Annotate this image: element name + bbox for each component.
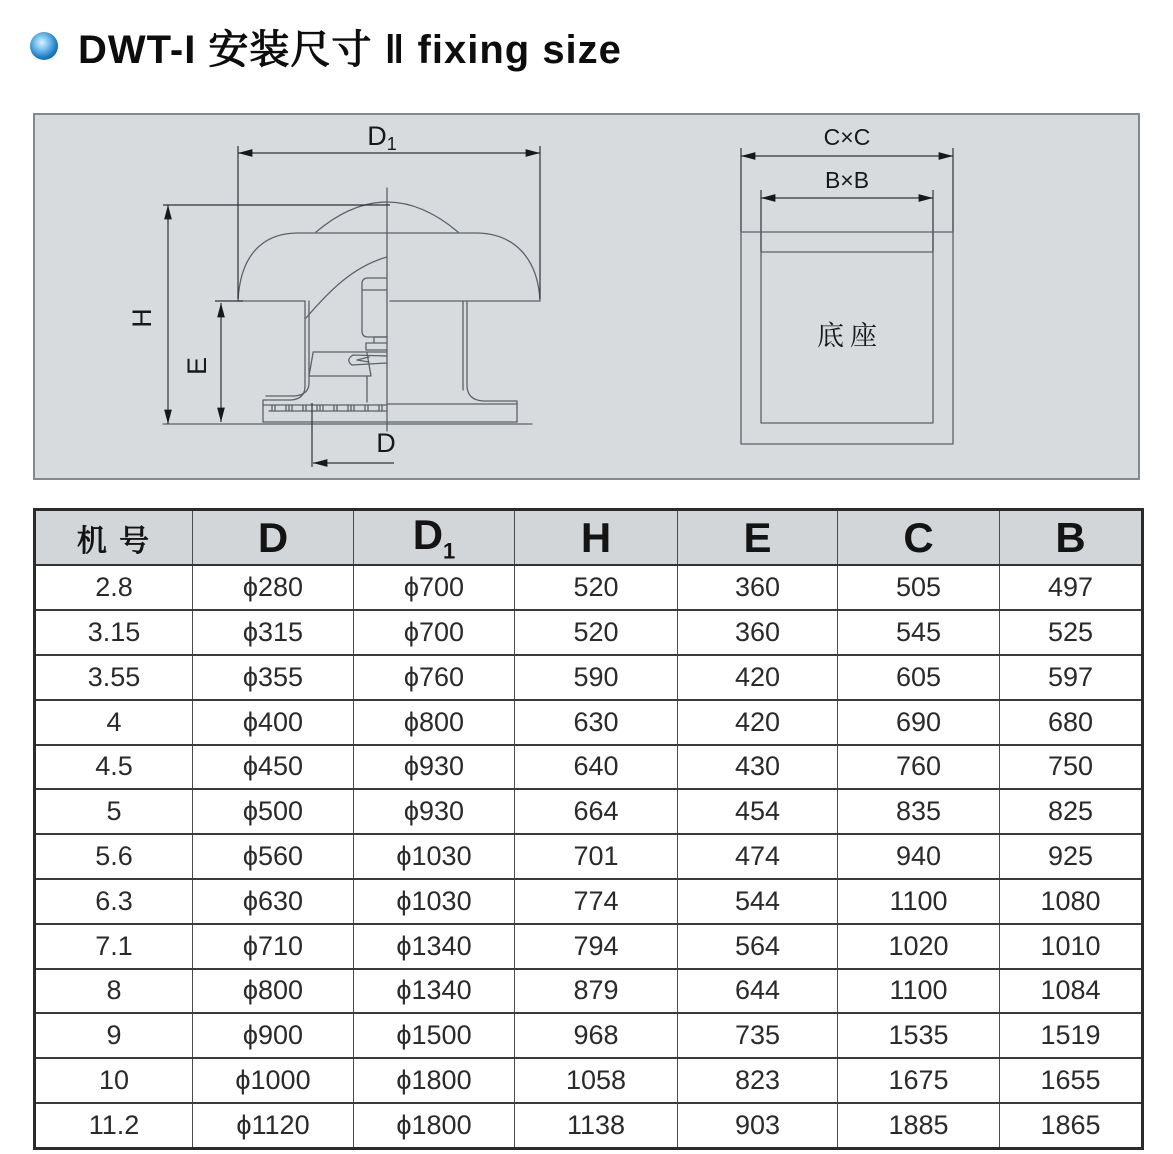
diagram-panel xyxy=(33,113,1140,480)
table-cell: 825 xyxy=(1000,789,1143,834)
table-cell: ϕ800 xyxy=(193,969,354,1014)
table-cell: 10 xyxy=(35,1058,193,1103)
fan-section-view xyxy=(127,121,540,467)
table-cell: 1058 xyxy=(515,1058,678,1103)
table-cell: 823 xyxy=(678,1058,838,1103)
table-cell: 4.5 xyxy=(35,745,193,790)
table-cell: 3.55 xyxy=(35,655,193,700)
bxb-dimension-label: B×B xyxy=(824,167,870,193)
table-cell: 2.8 xyxy=(35,565,193,610)
d-dimension-label: D xyxy=(376,428,396,458)
inlet-cone-curve xyxy=(306,257,387,318)
table-row xyxy=(35,789,1143,834)
d1-dimension-label: D1 xyxy=(367,121,397,154)
base-plate-label: 底座 xyxy=(817,321,883,351)
table-cell: 1020 xyxy=(838,924,1000,969)
table-cell: 1138 xyxy=(515,1103,678,1148)
table-cell: 835 xyxy=(838,789,1000,834)
table-cell: 640 xyxy=(515,745,678,790)
table-cell: 735 xyxy=(678,1013,838,1058)
table-cell: ϕ1800 xyxy=(354,1103,515,1148)
table-cell: ϕ1030 xyxy=(354,879,515,924)
table-cell: 1100 xyxy=(838,969,1000,1014)
base-plan-view xyxy=(741,124,953,444)
table-cell: 9 xyxy=(35,1013,193,1058)
table-cell: 774 xyxy=(515,879,678,924)
table-cell: ϕ900 xyxy=(193,1013,354,1058)
e-dimension-label: E xyxy=(182,356,212,376)
table-row xyxy=(35,1058,1143,1103)
table-row xyxy=(35,834,1143,879)
table-cell: ϕ710 xyxy=(193,924,354,969)
base-plate-hatch-ticks xyxy=(272,405,382,411)
table-cell: ϕ500 xyxy=(193,789,354,834)
left-body-wall xyxy=(263,301,309,422)
table-cell: 680 xyxy=(1000,700,1143,745)
table-row xyxy=(35,924,1143,969)
table-cell: 1535 xyxy=(838,1013,1000,1058)
motor-mount-steps xyxy=(366,337,387,350)
d1-extension-lines xyxy=(238,146,540,299)
table-header-cell: E xyxy=(678,510,838,566)
fixing-size-table xyxy=(33,508,1144,1150)
table-cell: ϕ930 xyxy=(354,745,515,790)
table-cell: ϕ760 xyxy=(354,655,515,700)
table-cell: 420 xyxy=(678,700,838,745)
table-cell: 7.1 xyxy=(35,924,193,969)
table-cell: 420 xyxy=(678,655,838,700)
table-header-row xyxy=(35,510,1143,566)
table-cell: 1100 xyxy=(838,879,1000,924)
table-cell: 520 xyxy=(515,565,678,610)
table-cell: 474 xyxy=(678,834,838,879)
table-cell: 3.15 xyxy=(35,610,193,655)
table-cell: 940 xyxy=(838,834,1000,879)
table-cell: 605 xyxy=(838,655,1000,700)
table-cell: 1655 xyxy=(1000,1058,1143,1103)
table-cell: 597 xyxy=(1000,655,1143,700)
table-header-cell: $D_1$ xyxy=(354,510,515,566)
table-cell: 360 xyxy=(678,565,838,610)
table-header-cell: 机 号 xyxy=(35,510,193,566)
table-cell: 5.6 xyxy=(35,834,193,879)
table-header xyxy=(35,510,1143,566)
table-row xyxy=(35,700,1143,745)
table-cell: 5 xyxy=(35,789,193,834)
table-cell: 564 xyxy=(678,924,838,969)
table-cell: 1519 xyxy=(1000,1013,1143,1058)
page-title: DWT-I 安装尺寸 ‖ fixing size xyxy=(78,27,622,72)
table-row xyxy=(35,969,1143,1014)
motor-body xyxy=(362,278,387,337)
table-row xyxy=(35,655,1143,700)
table-row xyxy=(35,565,1143,610)
table-cell: 360 xyxy=(678,610,838,655)
table-cell: 1865 xyxy=(1000,1103,1143,1148)
page-header xyxy=(30,20,622,72)
table-header-cell: H xyxy=(515,510,678,566)
table-cell: 903 xyxy=(678,1103,838,1148)
table-row xyxy=(35,1103,1143,1148)
base-plate xyxy=(263,404,517,422)
table-cell: 630 xyxy=(515,700,678,745)
table-cell: 6.3 xyxy=(35,879,193,924)
table-cell: 1675 xyxy=(838,1058,1000,1103)
header-subscript: 1 xyxy=(443,538,456,564)
table-cell: ϕ700 xyxy=(354,565,515,610)
table-cell: ϕ400 xyxy=(193,700,354,745)
table-cell: 1080 xyxy=(1000,879,1143,924)
table-cell: ϕ315 xyxy=(193,610,354,655)
table-cell: 760 xyxy=(838,745,1000,790)
table-cell: ϕ1030 xyxy=(354,834,515,879)
table-cell: ϕ1120 xyxy=(193,1103,354,1148)
table-cell: 1885 xyxy=(838,1103,1000,1148)
table-cell: 701 xyxy=(515,834,678,879)
table-cell: ϕ800 xyxy=(354,700,515,745)
table-cell: 879 xyxy=(515,969,678,1014)
table-cell: 690 xyxy=(838,700,1000,745)
table-cell: 525 xyxy=(1000,610,1143,655)
table-cell: 590 xyxy=(515,655,678,700)
table-cell: 8 xyxy=(35,969,193,1014)
table-cell: ϕ280 xyxy=(193,565,354,610)
table-cell: 497 xyxy=(1000,565,1143,610)
table-cell: 1084 xyxy=(1000,969,1143,1014)
table-cell: 430 xyxy=(678,745,838,790)
table-cell: ϕ630 xyxy=(193,879,354,924)
table-cell: ϕ1500 xyxy=(354,1013,515,1058)
table-cell: ϕ450 xyxy=(193,745,354,790)
table-cell: ϕ700 xyxy=(354,610,515,655)
table-cell: 644 xyxy=(678,969,838,1014)
table-body xyxy=(35,565,1143,1148)
table-cell: 505 xyxy=(838,565,1000,610)
table-cell: 925 xyxy=(1000,834,1143,879)
table-row xyxy=(35,745,1143,790)
blue-sphere-bullet-icon xyxy=(30,32,58,60)
table-cell: ϕ560 xyxy=(193,834,354,879)
rain-cap-outline xyxy=(238,233,540,301)
table-cell: ϕ1340 xyxy=(354,969,515,1014)
table-row xyxy=(35,1013,1143,1058)
table-cell: ϕ930 xyxy=(354,789,515,834)
table-header-cell: D xyxy=(193,510,354,566)
table-cell: ϕ1340 xyxy=(354,924,515,969)
table-cell: 968 xyxy=(515,1013,678,1058)
table-cell: 1010 xyxy=(1000,924,1143,969)
table-row xyxy=(35,879,1143,924)
table-header-cell: C xyxy=(838,510,1000,566)
table-cell: 750 xyxy=(1000,745,1143,790)
table-cell: ϕ355 xyxy=(193,655,354,700)
bxb-extension-lines xyxy=(761,190,933,252)
cxc-dimension-label: C×C xyxy=(823,124,871,150)
table-cell: 520 xyxy=(515,610,678,655)
table-cell: 794 xyxy=(515,924,678,969)
table-cell: 545 xyxy=(838,610,1000,655)
table-cell: ϕ1000 xyxy=(193,1058,354,1103)
h-dimension-label: H xyxy=(127,308,157,328)
table-cell: ϕ1800 xyxy=(354,1058,515,1103)
table-cell: 544 xyxy=(678,879,838,924)
table-cell: 4 xyxy=(35,700,193,745)
table-header-cell: B xyxy=(1000,510,1143,566)
table-cell: 454 xyxy=(678,789,838,834)
table-row xyxy=(35,610,1143,655)
table-cell: 11.2 xyxy=(88,1109,140,1140)
table-cell: 664 xyxy=(515,789,678,834)
fixing-size-drawing xyxy=(33,113,1140,480)
